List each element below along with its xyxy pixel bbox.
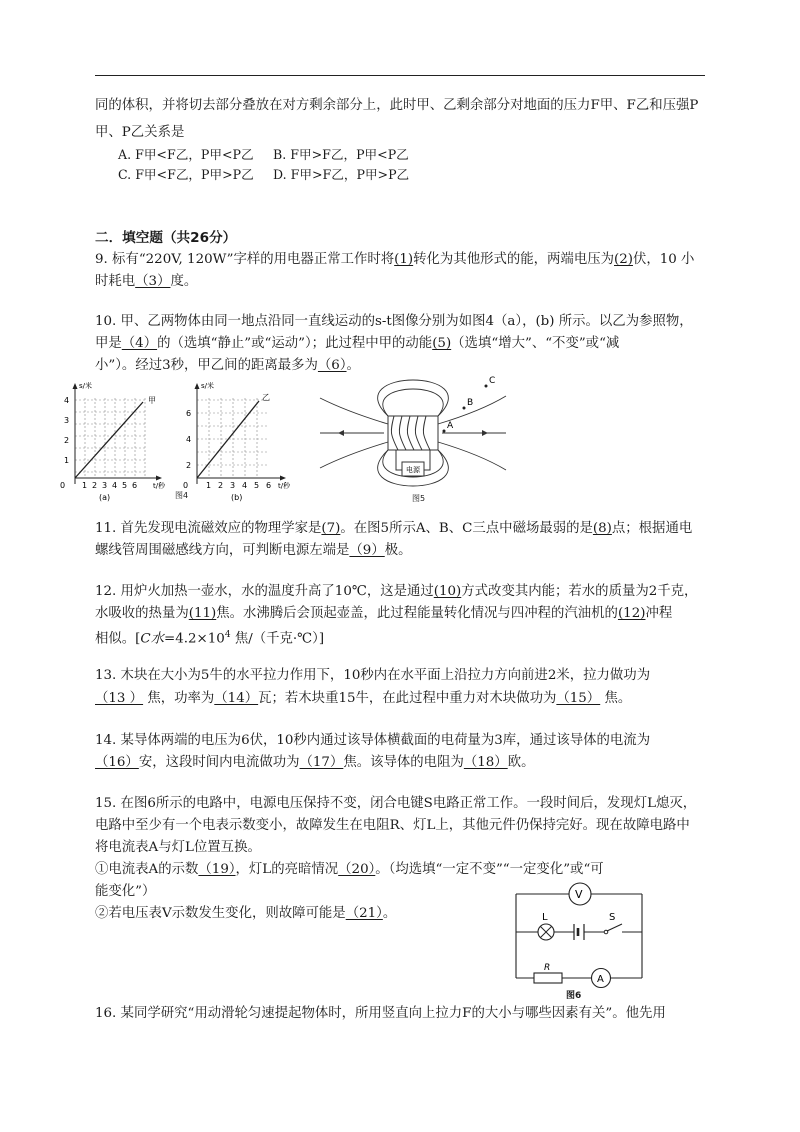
fig4a-xtick: 0 xyxy=(60,481,66,490)
figure-6-circuit xyxy=(512,878,647,990)
fig4b-ylabel: s/米 xyxy=(201,382,215,390)
figure-4-caption: 图4 xyxy=(175,491,189,500)
fig6-lamp-label: L xyxy=(542,912,548,923)
q8-option-d: D. F甲>F乙，P甲>P乙 xyxy=(273,167,410,182)
q13-line1: 13. 木块在大小为5牛的水平拉力作用下，10秒内在水平面上沿拉力方向前进2米，拉力做功为 xyxy=(95,668,651,683)
q14-text3: 欧。 xyxy=(507,755,535,770)
q8-text-line2: 甲、P乙关系是 xyxy=(95,125,185,140)
fig4b-xtick: 6 xyxy=(266,481,272,490)
fig4b-caption: (b) xyxy=(231,493,243,502)
q11-text4: 螺线管周围磁感线方向，可判断电源左端是 xyxy=(95,543,350,558)
q12-text7: =4.2×10 xyxy=(164,631,225,647)
fig4b-xtick: 3 xyxy=(230,481,236,490)
fig4a-xlabel: t/秒 xyxy=(153,482,166,490)
q9-text3: 伏，10 小 xyxy=(632,252,695,267)
fig5-source-label: 电源 xyxy=(406,466,420,474)
q14-line1: 14. 某导体两端的电压为6伏，10秒内通过该导体横截面的电荷量为3库，通过该导体的电流为 xyxy=(95,733,651,748)
q15-line1: 15. 在图6所示的电路中，电源电压保持不变，闭合电键S电路正常工作。一段时间后，发现灯L熄灭， xyxy=(95,796,697,811)
fig4b-ytick: 2 xyxy=(186,461,192,470)
blank-10[interactable]: (10) xyxy=(433,584,462,599)
q11-line2 xyxy=(95,537,707,564)
fig6-voltmeter-label: V xyxy=(575,888,583,901)
fig4a-ylabel: s/米 xyxy=(79,382,93,390)
blank-20[interactable]: （20） xyxy=(338,862,376,877)
blank-13[interactable]: （13 ） xyxy=(95,691,144,706)
fig4a-xtick: 1 xyxy=(82,481,88,490)
blank-7[interactable]: (7) xyxy=(321,521,341,536)
q11-text: 11. 首先发现电流磁效应的物理学家是 xyxy=(95,521,322,536)
fig4a-xtick: 5 xyxy=(122,481,128,490)
fig5-label-b: B xyxy=(467,398,474,408)
q14-line2 xyxy=(95,749,707,776)
header-rule xyxy=(95,75,705,76)
q10-text: 甲是 xyxy=(95,336,122,351)
blank-11[interactable]: (11) xyxy=(188,606,217,621)
fig4a-xtick: 6 xyxy=(132,481,138,490)
q9-text4: 时耗电 xyxy=(95,274,136,289)
figure-5-solenoid xyxy=(318,372,508,500)
q14-text: 安，这段时间内电流做功为 xyxy=(138,755,300,770)
q12-text: 12. 用炉火加热一壶水，水的温度升高了10℃，这是通过 xyxy=(95,584,434,599)
q8-text-line1: 同的体积，并将切去部分叠放在对方剩余部分上，此时甲、乙剩余部分对地面的压力F甲、F乙和压强P xyxy=(95,98,699,113)
section-title-fill-in: 二．填空题（共26分） xyxy=(95,230,237,246)
q12-specific-heat-symbol: C水 xyxy=(140,631,165,647)
fig6-ammeter-label: A xyxy=(597,974,604,985)
q12-text5: 冲程 xyxy=(645,606,673,621)
q15-text3: 。（均选填“一定不变”“一定变化”或“可 xyxy=(375,862,604,877)
fig4a-xtick: 2 xyxy=(92,481,98,490)
blank-16[interactable]: （16） xyxy=(95,755,139,770)
fig6-resistor-label: R xyxy=(544,963,551,973)
fig5-label-a: A xyxy=(447,421,454,431)
fig4b-xtick: 4 xyxy=(242,481,248,490)
q12-line3 xyxy=(95,622,707,652)
q13-text3: 焦。 xyxy=(600,691,632,706)
fig4b-xtick: 2 xyxy=(218,481,224,490)
q10-text3: （选填“增大”、“不变”或“减 xyxy=(451,336,620,351)
q9-text5: 度。 xyxy=(170,274,198,289)
fig4a-series-label: 甲 xyxy=(148,396,156,405)
fig4a-xtick: 3 xyxy=(102,481,108,490)
blank-1[interactable]: (1) xyxy=(394,252,414,267)
fig4b-series-label: 乙 xyxy=(262,393,270,402)
q15-line5: 能变化”） xyxy=(95,884,156,899)
q9-text: 9. 标有“220V, 120W”字样的用电器正常工作时将 xyxy=(95,252,395,267)
figure-5-caption: 图5 xyxy=(412,494,426,503)
q13-text: 焦，功率为 xyxy=(143,691,215,706)
figure-6-caption: 图6 xyxy=(566,991,582,1001)
q16-line1: 16. 某同学研究“用动滑轮匀速提起物体时，所用竖直向上拉力F的大小与哪些因素有关”。他先用 xyxy=(95,1006,666,1021)
q12-text8: 焦/（千克·℃）] xyxy=(230,631,325,647)
q11-text3: 点；根据通电 xyxy=(611,521,693,536)
blank-21[interactable]: （21） xyxy=(345,906,383,921)
blank-9[interactable]: （9） xyxy=(349,543,385,558)
blank-14[interactable]: （14） xyxy=(214,691,259,706)
fig4a-ytick: 1 xyxy=(64,456,70,465)
blank-4[interactable]: （4） xyxy=(121,336,158,351)
q9-line2 xyxy=(95,268,707,295)
q15-text5: 。 xyxy=(382,906,397,921)
blank-15[interactable]: （15） xyxy=(556,691,601,706)
q13-line2 xyxy=(95,685,707,712)
blank-17[interactable]: （17） xyxy=(299,755,344,770)
q12-exponent: 4 xyxy=(224,630,231,640)
blank-2[interactable]: (2) xyxy=(614,252,633,267)
fig4a-ytick: 2 xyxy=(64,436,70,445)
fig4b-xtick: 0 xyxy=(183,481,189,490)
q15-text4: ②若电压表V示数发生变化，则故障可能是 xyxy=(95,906,346,921)
q9-text2: 转化为其他形式的能，两端电压为 xyxy=(413,252,614,267)
fig4a-ytick: 3 xyxy=(64,416,70,425)
q14-text2: 焦。该导体的电阻为 xyxy=(343,755,464,770)
q10-text4: 小”）。经过3秒，甲乙间的距离最多为 xyxy=(95,358,318,373)
fig4b-ytick: 6 xyxy=(186,409,192,418)
fig5-label-c: C xyxy=(489,376,496,386)
fig4a-caption: (a) xyxy=(99,493,111,502)
figure-4a-graph xyxy=(55,378,180,503)
fig4b-xtick: 1 xyxy=(206,481,212,490)
q12-text6: 相似。[ xyxy=(95,631,141,647)
q8-option-b: B. F甲>F乙，P甲<P乙 xyxy=(273,147,409,162)
q13-text2: 瓦；若木块重15牛，在此过程中重力对木块做功为 xyxy=(258,691,557,706)
q8-option-c: C. F甲<F乙，P甲>P乙 xyxy=(118,167,254,182)
figure-4b-graph xyxy=(175,378,305,503)
fig4b-xtick: 5 xyxy=(254,481,260,490)
q15-line3: 将电流表A与灯L位置互换。 xyxy=(95,840,261,855)
blank-5[interactable]: (5) xyxy=(432,336,452,351)
blank-18[interactable]: （18） xyxy=(463,755,508,770)
fig4a-ytick: 4 xyxy=(64,396,70,405)
fig6-switch-label: S xyxy=(609,912,616,923)
blank-6[interactable]: （6） xyxy=(317,358,347,373)
fig4b-xlabel: t/秒 xyxy=(278,482,291,490)
q15-text: ①电流表A的示数 xyxy=(95,862,199,877)
blank-3[interactable]: （3） xyxy=(135,274,171,289)
q10-text2: 的（选填“静止”或“运动”）；此过程中甲的动能 xyxy=(157,336,433,351)
q15-text2: ，灯L的亮暗情况 xyxy=(235,862,339,877)
q11-text5: 极。 xyxy=(384,543,412,558)
q10-line1: 10. 甲、乙两物体由同一地点沿同一直线运动的s-t图像分别为如图4（a），(b) 所示。以乙为参照物， xyxy=(95,314,693,329)
blank-12[interactable]: (12) xyxy=(617,606,646,621)
q15-line2: 电路中至少有一个电表示数变小，故障发生在电阻R、灯L上，其他元件仍保持完好。现在故障电路中 xyxy=(95,818,690,833)
q12-text4: 焦。水沸腾后会顶起壶盖，此过程能量转化情况与四冲程的汽油机的 xyxy=(216,606,618,621)
q10-text5: 。 xyxy=(346,358,360,373)
fig4a-xtick: 4 xyxy=(112,481,118,490)
blank-19[interactable]: （19） xyxy=(198,862,236,877)
q11-text2: 。在图5所示A、B、C三点中磁场最弱的是 xyxy=(340,521,593,536)
blank-8[interactable]: (8) xyxy=(592,521,612,536)
fig4b-ytick: 4 xyxy=(186,435,192,444)
q12-text3: 水吸收的热量为 xyxy=(95,606,189,621)
q12-text2: 方式改变其内能；若水的质量为2千克， xyxy=(461,584,698,599)
q8-option-a: A. F甲<F乙，P甲<P乙 xyxy=(118,147,254,162)
